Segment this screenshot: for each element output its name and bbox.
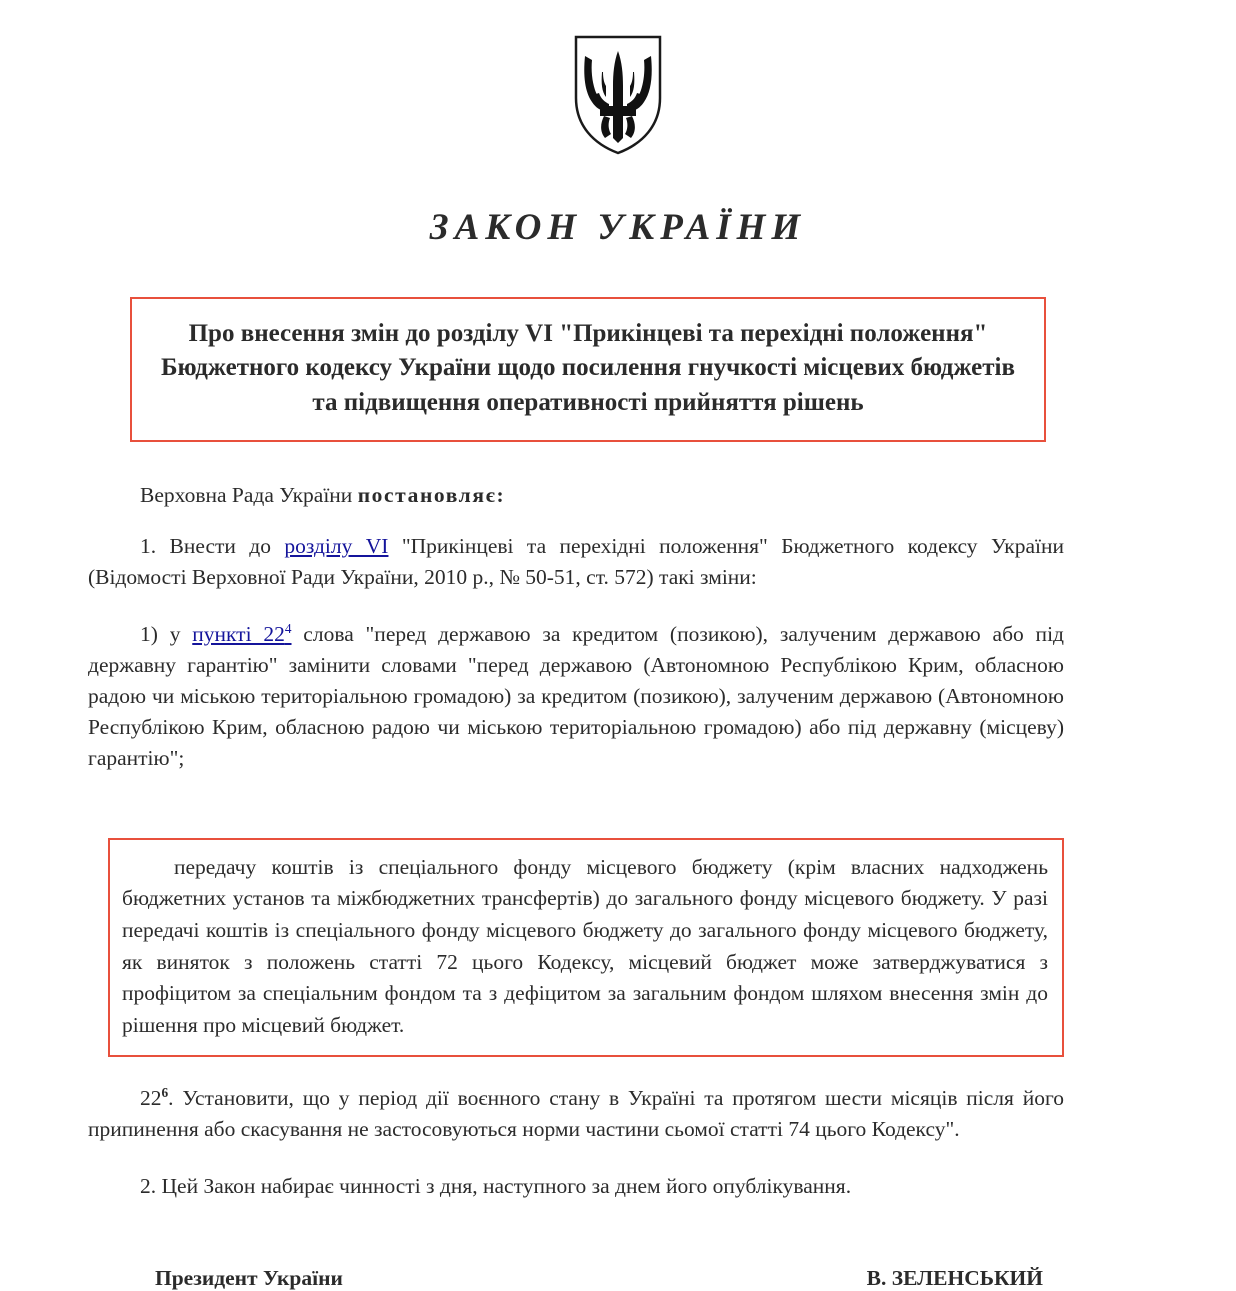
spacer [88,593,1064,619]
spacer [0,812,1236,838]
clause-1-suffix: "Прикінцеві та перехідні положення" Бюджетного кодексу України (Відомості Верховної Ради України, 2010 р., № 50-51, ст. 572) такі зміни: [88,534,1065,590]
link-rozdil-vi[interactable]: розділу VI [284,534,389,559]
subclause-1-paragraph [88,619,1064,774]
signatory-name: В. ЗЕЛЕНСЬКИЙ [866,1266,1043,1291]
link-punkt-superscript: 4 [284,620,292,636]
preamble-emphasis: постановляє: [357,483,506,508]
spacer [0,442,1236,480]
emblem-container [0,0,1236,156]
spacer [0,774,1236,812]
highlighted-amendment-text: передачу коштів із спеціального фонду місцевого бюджету (крім власних надходжень бюджетних установ та міжбюджетних трансфертів) до загального фонду місцевого бюджету. У разі передачі коштів із спеціального фонду місцевого бюджету до загального фонду місцевого бюджету, як виняток з положень статті 72 цього Кодексу, місцевий бюджет може затверджуватися з профіцитом за спеціальним фондом та з дефіцитом за загальним фондом шляхом внесення змін до рішення про місцевий бюджет. [122,854,1048,1037]
spacer [0,1202,1236,1240]
subclause-1-suffix: слова "перед державою за кредитом (позикою), залученим державою або під державну гарантію" замінити словами "перед державою (Автономною Республікою Крим, обласною радою чи міською територіальною громадою) за кредитом (позикою), залученим державою (Автономною Республікою Крим, обласною радою чи міською територіальною громадою) або під державну (місцеву) гарантію"; [88,622,1064,770]
preamble-lead: Верховна Рада України [140,483,358,508]
law-title-box [130,297,1046,443]
subclause-1-prefix: 1) у [140,622,193,647]
signatory-role: Президент України [155,1266,343,1291]
clause-22-6-superscript: 6 [161,1085,169,1101]
document-body [0,480,1236,774]
spacer [0,1057,1236,1083]
document-body-continued [0,1083,1236,1202]
link-punkt-22-4[interactable] [192,622,291,646]
preamble-paragraph [88,480,1064,511]
spacer [88,1145,1064,1171]
clause-1-paragraph [88,531,1064,593]
ukraine-coat-of-arms-tryzub-icon [572,34,664,156]
link-punkt-22-4-text: пункті 22 [192,622,285,647]
highlighted-amendment-box [108,838,1064,1058]
spacer [88,511,1064,531]
clause-22-6-text: . Установити, що у період дії воєнного стану в Україні та протягом шести місяців після його припинення або скасування не застосовуються норми частини сьомої статті 74 цього Кодексу". [88,1086,1064,1142]
clause-1-prefix: 1. Внести до [140,534,285,559]
page-title: ЗАКОН УКРАЇНИ [429,207,807,248]
signature-block [0,1266,1236,1291]
clause-22-6-number: 22 [140,1086,162,1111]
spacer [0,1240,1236,1266]
law-title-text: Про внесення змін до розділу VI "Прикінцеві та перехідні положення" Бюджетного кодексу України щодо посилення гнучкості місцевих бюджетів та підвищення оперативності прийняття рішень [161,319,1015,416]
clause-22-6-paragraph [88,1083,1064,1145]
clause-2-paragraph: 2. Цей Закон набирає чинності з дня, наступного за днем його опублікування. [140,1174,852,1199]
